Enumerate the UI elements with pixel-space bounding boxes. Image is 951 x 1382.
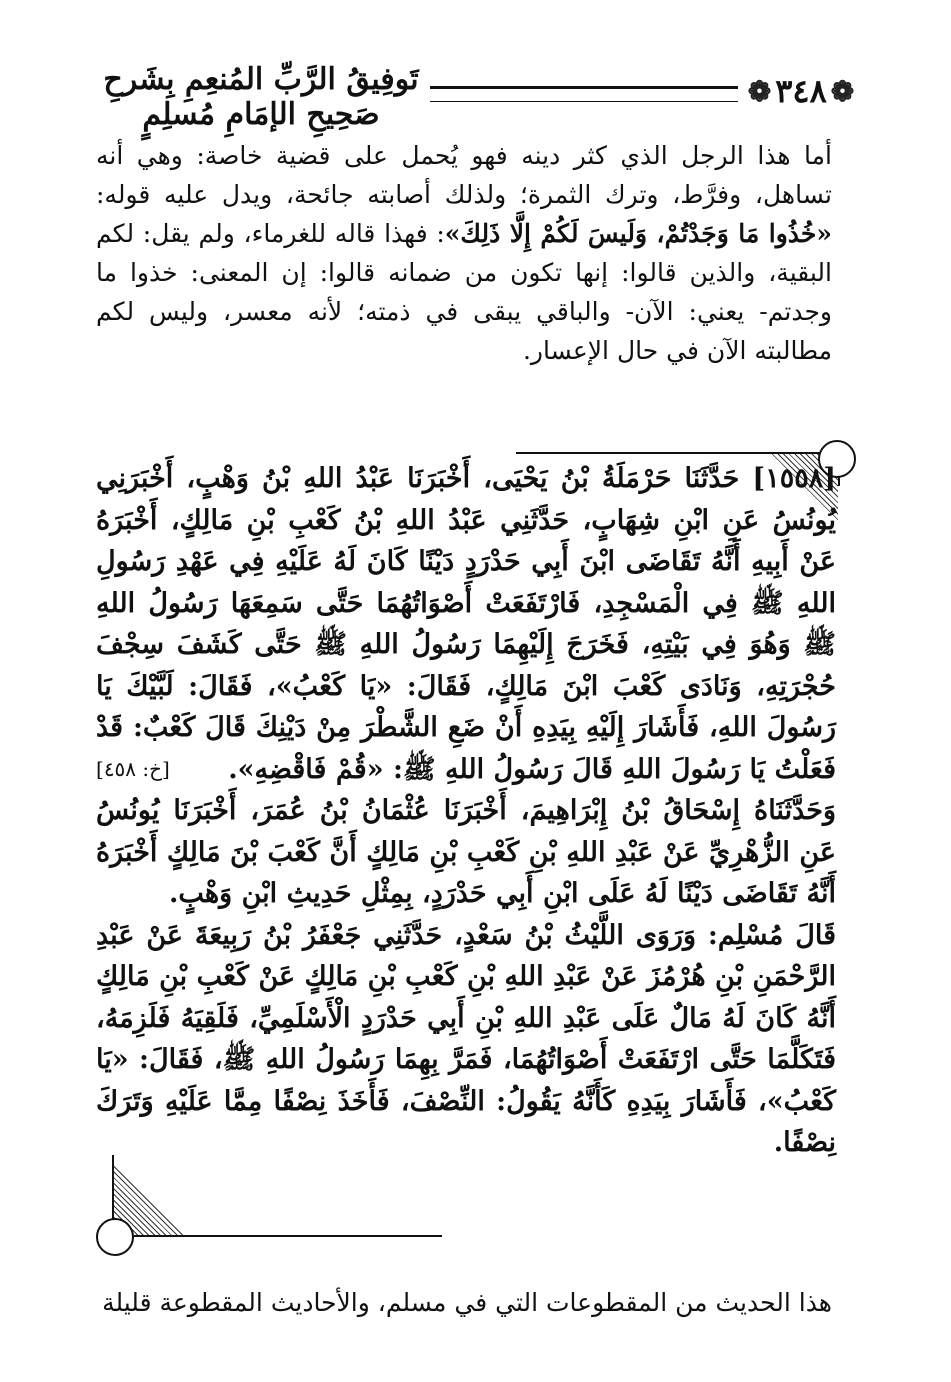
- hadith-reference: [خ: ٤٥٨]: [96, 756, 170, 781]
- page-number-box: [746, 66, 856, 116]
- commentary-part2: : فهذا قاله للغرماء، ولم يقل: لكم البقية، والذين قالوا: إنها تكون من ضمانه قالوا: إن المعنى: خذوا ما وجدتم- يعني: الآن- والباقي يبقى في ذمته؛ لأنه معسر، وليس لكم مطالبته الآن في حال الإعسار.: [96, 219, 832, 365]
- hadith-para-1: [96, 458, 836, 790]
- frame-bottom-line: [112, 1235, 442, 1237]
- hadith-para-1-text: [١٥٥٨] حَدَّثَنَا حَرْمَلَةُ بْنُ يَحْيَى، أَخْبَرَنَا عَبْدُ اللهِ بْنُ وَهْبٍ، أَخْبَرَنِي يُونُسُ عَنِ ابْنِ شِهَابٍ، حَدَّثَنِي عَبْدُ اللهِ بْنُ كَعْبِ بْنِ مَالِكٍ، أَخْبَرَهُ عَنْ أَبِيهِ أَنَّهُ تَقَاضَى ابْنَ أَبِي حَدْرَدٍ دَيْنًا كَانَ لَهُ عَلَيْهِ فِي عَهْدِ رَسُولِ اللهِ ﷺ فِي الْمَسْجِدِ، فَارْتَفَعَتْ أَصْوَاتُهُمَا حَتَّى سَمِعَهَا رَسُولُ اللهِ ﷺ وَهُوَ فِي بَيْتِهِ، فَخَرَجَ إِلَيْهِمَا رَسُولُ اللهِ ﷺ حَتَّى كَشَفَ سِجْفَ حُجْرَتِهِ، وَنَادَى كَعْبَ ابْنَ مَالِكٍ، فَقَالَ: «يَا كَعْبُ»، فَقَالَ: لَبَّيْكَ يَا رَسُولَ اللهِ، فَأَشَارَ إِلَيْهِ بِيَدِهِ أَنْ ضَعِ الشَّطْرَ مِنْ دَيْنِكَ قَالَ كَعْبٌ: قَدْ فَعَلْتُ يَا رَسُولَ اللهِ قَالَ رَسُولُ اللهِ ﷺ: «قُمْ فَاقْضِهِ».: [96, 463, 837, 785]
- book-title: تَوفِيقُ الرَّبِّ المُنعِمِ بِشَرحِ صَحِيحِ الإمَامِ مُسلِمٍ: [103, 62, 419, 132]
- ornament-left-icon: ❁: [747, 74, 772, 108]
- header-rule: [430, 86, 738, 102]
- hadith-text: [96, 458, 836, 1164]
- hadith-para-2: وَحَدَّثَنَاهُ إِسْحَاقُ بْنُ إِبْرَاهِيمَ، أَخْبَرَنَا عُثْمَانُ بْنُ عُمَرَ، أَخْبَرَنَا يُونُسُ عَنِ الزُّهْرِيِّ عَنْ عَبْدِ اللهِ بْنِ كَعْبِ بْنِ مَالِكٍ أَنَّ كَعْبَ بْنَ مَالِكٍ أَخْبَرَهُ أَنَّهُ تَقَاضَى دَيْنًا لَهُ عَلَى ابْنِ أَبِي حَدْرَدٍ، بِمِثْلِ حَدِيثِ ابْنِ وَهْبٍ.: [96, 795, 836, 909]
- commentary-text: [96, 136, 832, 370]
- ornament-right-icon: ❁: [830, 74, 855, 108]
- commentary-quote: «خُذُوا مَا وَجَدْتُمْ، وَلَيسَ لَكُمْ إِلَّا ذَلِكَ»: [444, 219, 832, 248]
- footer-text: هذا الحديث من المقطوعات التي في مسلم، والأحاديث المقطوعة قليلة: [102, 1288, 832, 1317]
- hadith-para-3: قَالَ مُسْلِم: وَرَوَى اللَّيْثُ بْنُ سَعْدٍ، حَدَّثَنِي جَعْفَرُ بْنُ رَبِيعَةَ عَنْ عَبْدِ الرَّحْمَنِ بْنِ هُرْمُزَ عَنْ عَبْدِ اللهِ بْنِ كَعْبِ بْنِ مَالِكٍ عَنْ كَعْبِ بْنِ مَالِكٍ أَنَّهُ كَانَ لَهُ مَالٌ عَلَى عَبْدِ اللهِ بْنِ أَبِي حَدْرَدٍ الْأَسْلَمِيِّ، فَلَقِيَهُ فَلَزِمَهُ، فَتَكَلَّمَا حَتَّى ارْتَفَعَتْ أَصْوَاتُهُمَا، فَمَرَّ بِهِمَا رَسُولُ اللهِ ﷺ، فَقَالَ: «يَا كَعْبُ»، فَأَشَارَ بِيَدِهِ كَأَنَّهُ يَقُولُ: النِّصْفَ، فَأَخَذَ نِصْفًا مِمَّا عَلَيْهِ وَتَرَكَ نِصْفًا.: [96, 919, 836, 1158]
- corner-circle-bottom-left-icon: [96, 1218, 134, 1256]
- page-header: [96, 60, 856, 130]
- page-number: ٣٤٨: [775, 72, 827, 110]
- commentary-part1: أما هذا الرجل الذي كثر دينه فهو يُحمل على قضية خاصة: وهي أنه تساهل، وفرَّط، وترك الثمرة؛ ولذلك أصابته جائحة، ويدل عليه قوله:: [96, 141, 832, 209]
- frame-top-line: [516, 452, 840, 454]
